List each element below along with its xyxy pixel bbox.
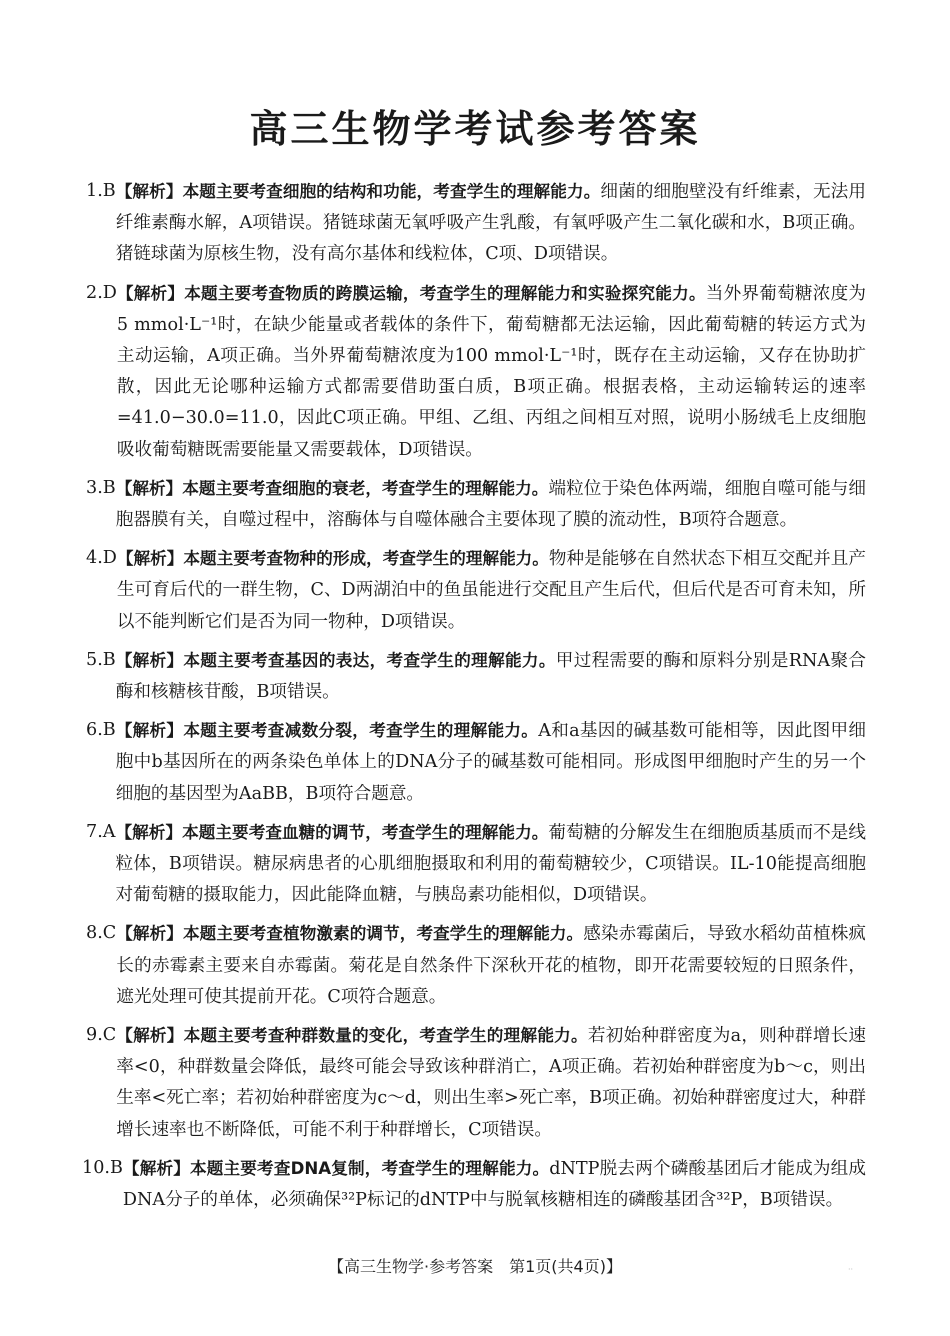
analysis-text: A和a基因的碱基数可能相等，因此图甲细胞中b基因所在的两条染色单体上的DNA分子的碱基数可能相同。形成图甲细胞时产生的另一个细胞的基因型为AaBB，B项符合题意。 [115,721,866,804]
analysis-text: dNTP脱去两个磷酸基团后才能成为组成DNA分子的单体，必须确保³²P标记的dNTP中与脱氧核糖相连的磷酸基团含³²P，B项错误。 [122,1158,866,1211]
answer-item-10 [82,1153,866,1216]
answer-list [82,176,866,1223]
answer-item-6 [86,715,866,810]
answer-number: 10.B [82,1157,123,1178]
analysis-text: 物种是能够在自然状态下相互交配并且产生可育后代的一群生物，C、D两湖泊中的鱼虽能进行交配且产生后代，但后代是否可育未知，所以不能判断它们是否为同一物种，D项错误。 [116,549,866,632]
answer-number: 6.B [86,720,116,741]
analysis-heading: 【解析】本题主要考查物种的形成，考查学生的理解能力。 [116,549,549,569]
analysis-text: 若初始种群密度为a，则种群增长速率<0，种群数量会降低，最终可能会导致该种群消亡，A项正确。若初始种群密度为b～c，则出生率<死亡率；若初始种群密度为c～d，则出生率>死亡率，B项正确。初始种群密度过大，种群增长速率也不断降低，可能不利于种群增长，C项错误。 [116,1026,866,1140]
analysis-heading: 【解析】本题主要考查血糖的调节，考查学生的理解能力。 [115,822,549,842]
answer-number: 2.D [86,282,117,303]
analysis-text: 当外界葡萄糖浓度为5 mmol·L⁻¹时，在缺少能量或者载体的条件下，葡萄糖都无法运输，因此葡萄糖的转运方式为主动运输，A项正确。当外界葡萄糖浓度为100 mmol·L⁻¹时，既存在主动运输，又存在协助扩散，因此无论哪种运输方式都需要借助蛋白质，B项正确。根据表格，主动运输转运的速率=41.0−30.0=11.0，因此C项正确。甲组、乙组、丙组之间相互对照，说明小肠绒毛上皮细胞吸收葡萄糖既需要能量又需要载体，D项错误。 [116,283,866,460]
answer-item-1 [86,176,866,271]
analysis-heading: 【解析】本题主要考查物质的跨膜运输，考查学生的理解能力和实验探究能力。 [116,283,706,303]
analysis-text: 端粒位于染色体两端，细胞自噬可能与细胞器膜有关，自噬过程中，溶酶体与自噬体融合主要体现了膜的流动性，B项符合题意。 [115,478,866,531]
answer-number: 1.B [86,181,116,201]
page-title: 高三生物学考试参考答案 [249,107,701,151]
analysis-text: 甲过程需要的酶和原料分别是RNA聚合酶和核糖核苷酸，B项错误。 [115,650,866,703]
analysis-heading: 【解析】本题主要考查减数分裂，考查学生的理解能力。 [115,721,539,741]
answer-number: 3.B [86,477,116,498]
answer-item-8 [86,918,866,1013]
answer-item-2 [86,278,866,466]
answer-number: 5.B [86,649,116,670]
answer-item-7 [86,817,866,912]
analysis-text: 感染赤霉菌后，导致水稻幼苗植株疯长的赤霉素主要来自赤霉菌。菊花是自然条件下深秋开花的植物，即开花需要较短的日照条件，遮光处理可使其提前开花。C项符合题意。 [116,924,866,1007]
answer-number: 9.C [86,1025,117,1046]
answer-item-5 [86,645,866,708]
answer-number: 8.C [86,923,117,944]
analysis-text: 葡萄糖的分解发生在细胞质基质而不是线粒体，B项错误。糖尿病患者的心肌细胞摄取和利用的葡萄糖较少，C项错误。IL-10能提高细胞对葡萄糖的摄取能力，因此能降血糖，与胰岛素功能相似，D项错误。 [115,822,866,906]
answer-number: 4.D [86,548,117,569]
corner-mark: ·· [848,1265,854,1274]
analysis-heading: 【解析】本题主要考查植物激素的调节，考查学生的理解能力。 [116,924,584,944]
analysis-heading: 【解析】本题主要考查细胞的衰老，考查学生的理解能力。 [115,478,549,498]
answer-item-4 [86,543,866,638]
analysis-heading: 【解析】本题主要考查DNA复制，考查学生的理解能力。 [122,1158,550,1178]
answer-item-3 [86,473,866,536]
analysis-text: 细菌的细胞壁没有纤维素，无法用纤维素酶水解，A项错误。猪链球菌无氧呼吸产生乳酸，有氧呼吸产生二氧化碳和水，B项正确。猪链球菌为原核生物，没有高尔基体和线粒体，C项、D项错误。 [115,182,866,265]
analysis-heading: 【解析】本题主要考查种群数量的变化，考查学生的理解能力。 [116,1026,588,1046]
analysis-heading: 【解析】本题主要考查细胞的结构和功能，考查学生的理解能力。 [115,182,601,201]
answer-item-9 [86,1020,866,1146]
answer-number: 7.A [86,821,116,842]
page-footer: 【高三生物学·参考答案 第1页(共4页)】 [328,1257,622,1276]
analysis-heading: 【解析】本题主要考查基因的表达，考查学生的理解能力。 [115,650,556,670]
